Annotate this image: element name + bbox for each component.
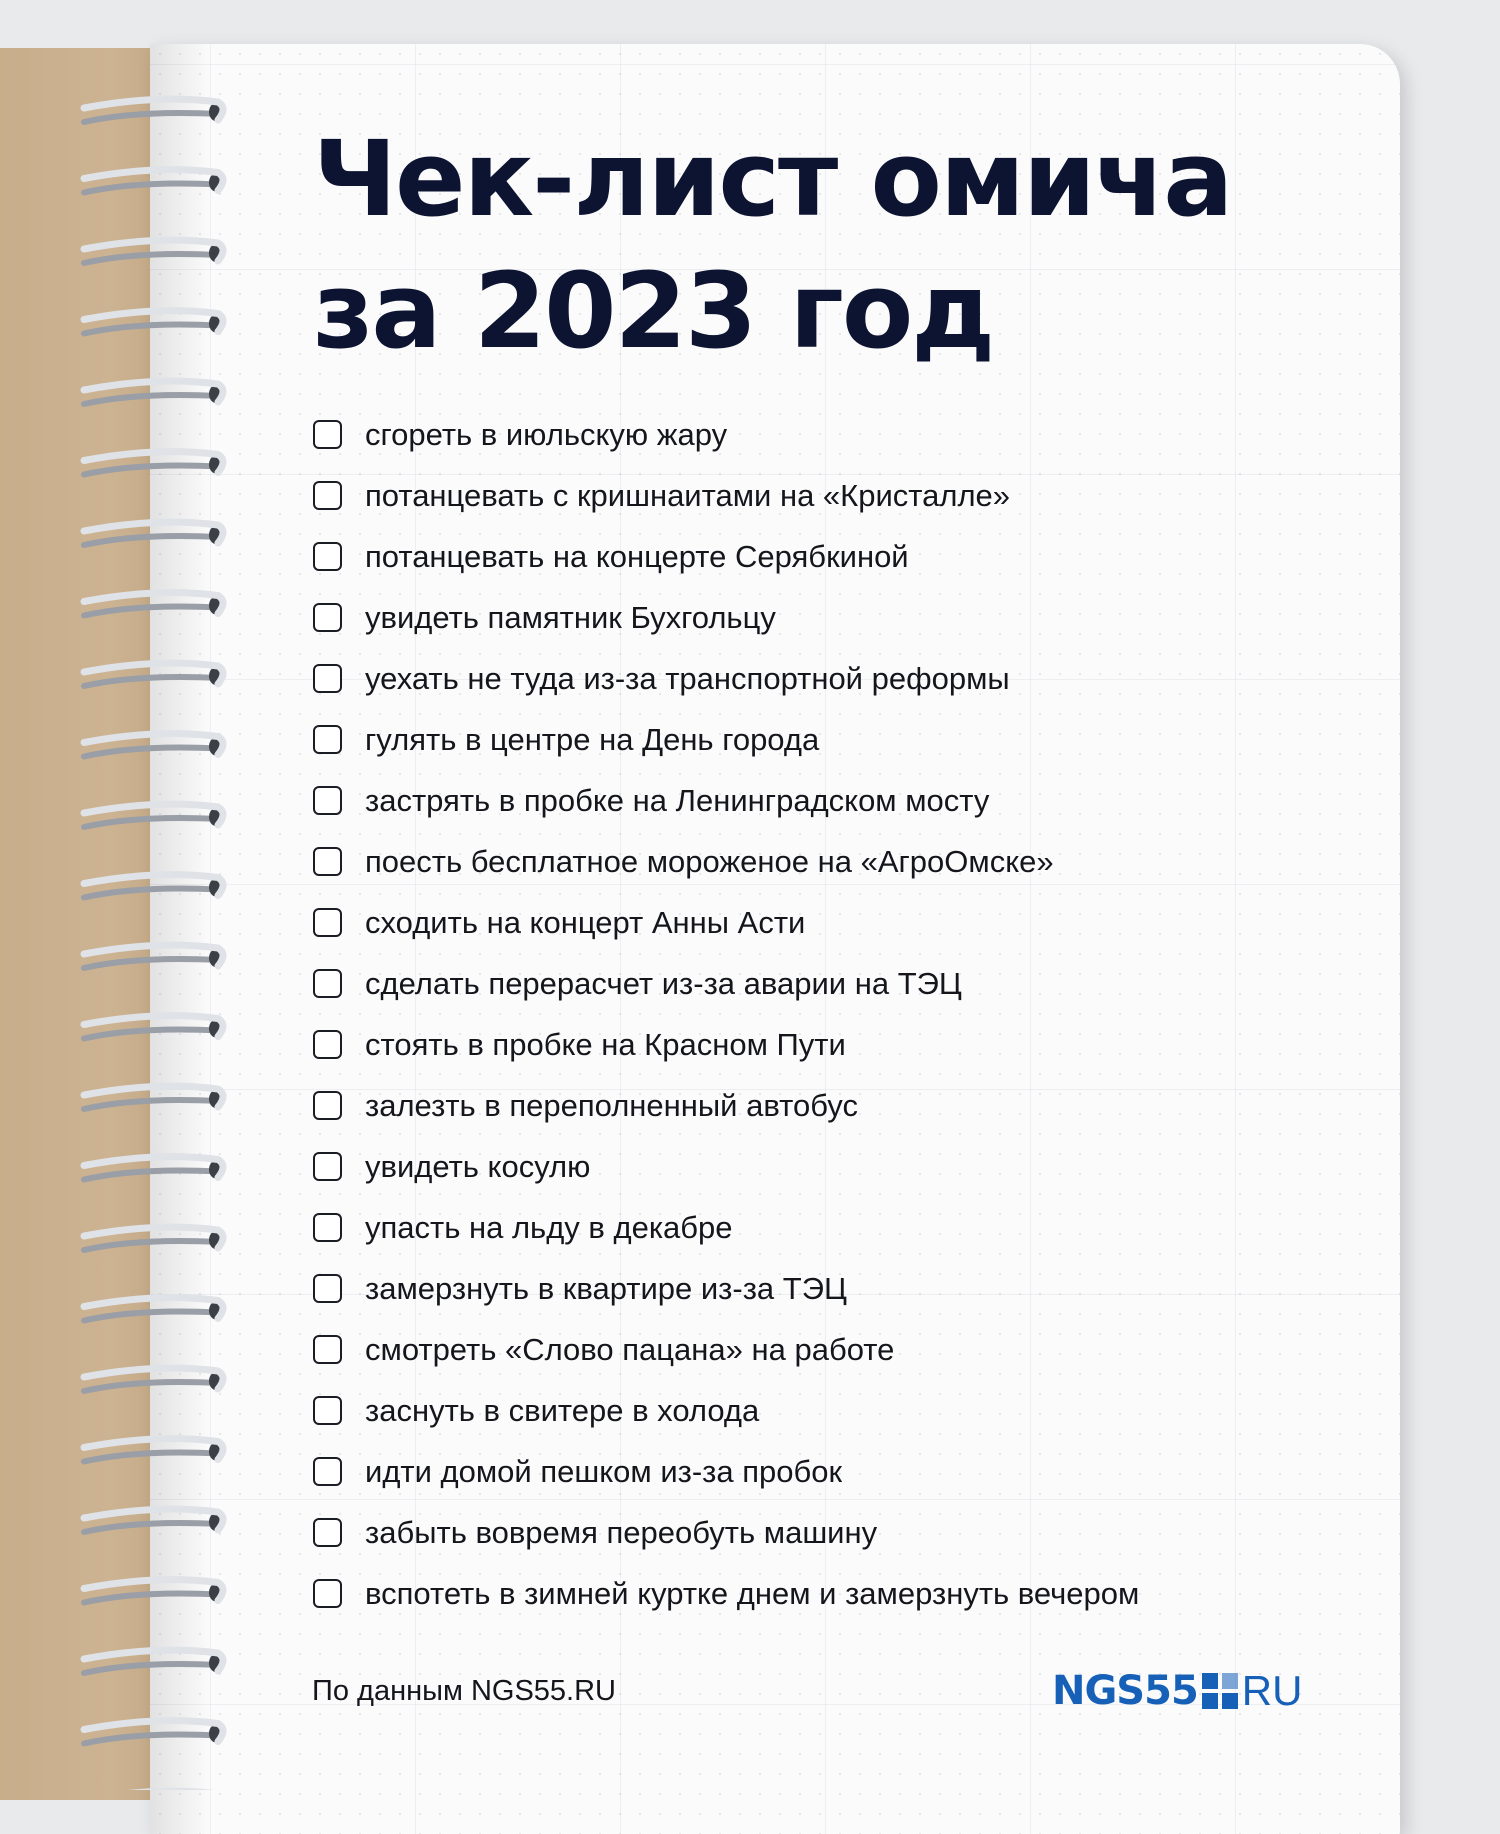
spiral-ring: [84, 1157, 223, 1180]
checklist-item[interactable]: [313, 1136, 1139, 1197]
checklist-item-label: забыть вовремя переобуть машину: [365, 1514, 878, 1550]
checkbox-icon[interactable]: [313, 786, 342, 815]
checkbox-icon[interactable]: [313, 1579, 342, 1608]
spiral-ring: [84, 522, 223, 545]
checklist-item-label: идти домой пешком из-за пробок: [365, 1453, 843, 1489]
checklist-item-label: увидеть памятник Бухгольцу: [365, 599, 776, 635]
checklist-item[interactable]: [313, 1441, 1139, 1502]
checklist-item[interactable]: [313, 648, 1139, 709]
spiral-ring: [84, 381, 223, 404]
checklist-item-label: уехать не туда из-за транспортной реформы: [365, 660, 1010, 696]
checkbox-icon[interactable]: [313, 1518, 342, 1547]
checkbox-icon[interactable]: [313, 420, 342, 449]
checklist-item-label: вспотеть в зимней куртке днем и замерзнуть вечером: [365, 1575, 1140, 1611]
checkbox-icon[interactable]: [313, 1091, 342, 1120]
checklist-item[interactable]: [313, 953, 1139, 1014]
spiral-ring: [84, 1509, 223, 1532]
checklist-item[interactable]: [313, 1197, 1139, 1258]
checklist-item[interactable]: [313, 770, 1139, 831]
checkbox-icon[interactable]: [313, 908, 342, 937]
checkbox-icon[interactable]: [313, 1030, 342, 1059]
spiral-ring: [84, 1368, 223, 1391]
checklist-item[interactable]: [313, 1075, 1139, 1136]
logo-wordmark: NGS55: [1052, 1668, 1198, 1714]
ngs55-logo: [1052, 1663, 1302, 1719]
checklist-item-label: сгореть в июльскую жару: [365, 416, 728, 452]
spiral-ring: [84, 240, 223, 263]
checklist-item-label: заснуть в свитере в холода: [365, 1392, 760, 1428]
checkbox-icon[interactable]: [313, 1213, 342, 1242]
title-line-2: за 2023 год: [313, 250, 994, 372]
checkbox-icon[interactable]: [313, 481, 342, 510]
spiral-ring: [84, 1580, 223, 1603]
checklist-item[interactable]: [313, 1014, 1139, 1075]
checklist-item[interactable]: [313, 1502, 1139, 1563]
spiral-ring: [84, 1227, 223, 1250]
spiral-ring: [84, 593, 223, 616]
checklist-item-label: поесть бесплатное мороженое на «АгроОмске»: [365, 843, 1054, 879]
checklist-item-label: гулять в центре на День города: [365, 721, 820, 757]
checkbox-icon[interactable]: [313, 725, 342, 754]
checklist-item-label: замерзнуть в квартире из-за ТЭЦ: [365, 1270, 847, 1306]
page-title: [313, 113, 1231, 377]
spiral-ring: [84, 1086, 223, 1109]
checklist-item[interactable]: [313, 1563, 1139, 1624]
spiral-ring: [84, 1650, 223, 1673]
checklist-item-label: сходить на концерт Анны Асти: [365, 904, 806, 940]
spiral-ring: [84, 99, 223, 122]
checklist-item[interactable]: [313, 465, 1139, 526]
checklist-item[interactable]: [313, 831, 1139, 892]
checklist-item[interactable]: [313, 1380, 1139, 1441]
checklist-item[interactable]: [313, 526, 1139, 587]
checklist: [313, 404, 1139, 1624]
spiral-ring: [84, 1721, 223, 1744]
checklist-item-label: потанцевать на концерте Серябкиной: [365, 538, 909, 574]
spiral-ring: [84, 804, 223, 827]
spiral-binding-icon: [78, 90, 238, 1790]
spiral-ring: [84, 1298, 223, 1321]
checklist-item-label: упасть на льду в декабре: [365, 1209, 733, 1245]
spiral-ring: [84, 452, 223, 475]
title-line-1: Чек-лист омича: [313, 118, 1232, 240]
spiral-ring: [84, 170, 223, 193]
checkbox-icon[interactable]: [313, 969, 342, 998]
spiral-ring: [84, 875, 223, 898]
checkbox-icon[interactable]: [313, 1274, 342, 1303]
checklist-item-label: залезть в переполненный автобус: [365, 1087, 858, 1123]
checklist-item[interactable]: [313, 1319, 1139, 1380]
spiral-ring: [84, 1439, 223, 1462]
checkbox-icon[interactable]: [313, 847, 342, 876]
spiral-ring: [84, 311, 223, 334]
checkbox-icon[interactable]: [313, 542, 342, 571]
checklist-item[interactable]: [313, 709, 1139, 770]
checklist-item-label: потанцевать с кришнаитами на «Кристалле»: [365, 477, 1011, 513]
logo-ru: RU: [1241, 1667, 1303, 1714]
spiral-ring: [84, 1016, 223, 1039]
checklist-item[interactable]: [313, 404, 1139, 465]
checklist-item-label: увидеть косулю: [365, 1148, 591, 1184]
checkbox-icon[interactable]: [313, 1396, 342, 1425]
checkbox-icon[interactable]: [313, 1457, 342, 1486]
source-credit: По данным NGS55.RU: [312, 1675, 616, 1707]
checklist-item[interactable]: [313, 1258, 1139, 1319]
checkbox-icon[interactable]: [313, 1335, 342, 1364]
checklist-item-label: сделать перерасчет из-за аварии на ТЭЦ: [365, 965, 962, 1001]
spiral-ring: [84, 945, 223, 968]
checklist-item[interactable]: [313, 587, 1139, 648]
checklist-item-label: застрять в пробке на Ленинградском мосту: [365, 782, 990, 818]
checklist-item[interactable]: [313, 892, 1139, 953]
checklist-item-label: смотреть «Слово пацана» на работе: [365, 1331, 895, 1367]
checklist-item-label: стоять в пробке на Красном Пути: [365, 1026, 846, 1062]
spiral-ring: [84, 663, 223, 686]
square-logo-mark-icon: [1202, 1673, 1238, 1709]
checkbox-icon[interactable]: [313, 603, 342, 632]
checkbox-icon[interactable]: [313, 664, 342, 693]
checkbox-icon[interactable]: [313, 1152, 342, 1181]
spiral-ring: [84, 734, 223, 757]
